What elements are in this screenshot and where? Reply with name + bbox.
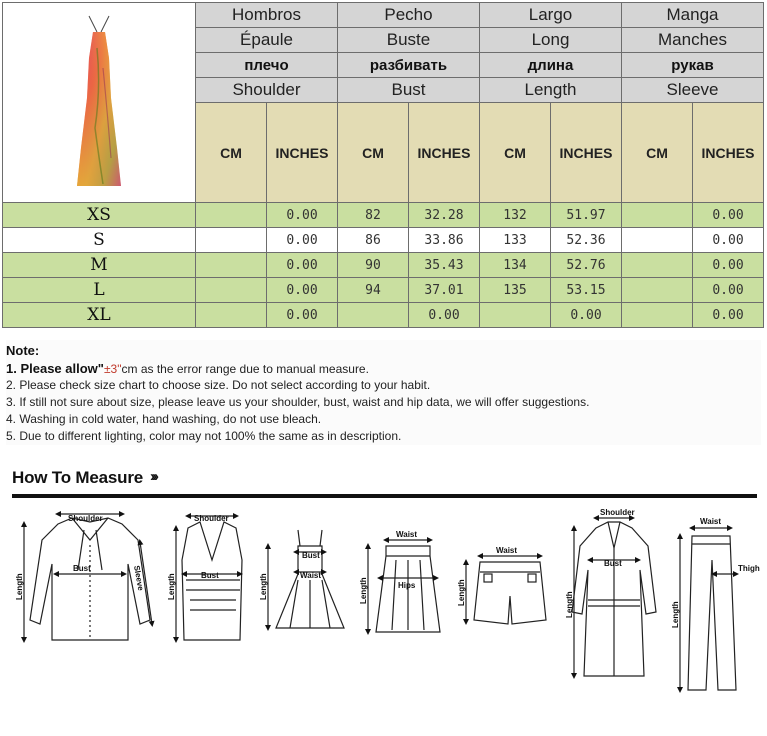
unit-cell: INCHES bbox=[551, 103, 622, 203]
unit-cell: CM bbox=[622, 103, 693, 203]
label-bust-2: Bust bbox=[201, 571, 219, 580]
col-head-length-en: Length bbox=[480, 78, 622, 103]
label-length-5: Length bbox=[457, 579, 466, 606]
table-cell: 135 bbox=[480, 278, 551, 303]
table-cell bbox=[196, 303, 267, 328]
label-length-1: Length bbox=[15, 573, 24, 600]
label-waist-4: Waist bbox=[396, 530, 418, 539]
table-cell: 35.43 bbox=[409, 253, 480, 278]
size-label: L bbox=[3, 278, 196, 303]
label-bust-3: Bust bbox=[302, 551, 320, 560]
product-photo-cell bbox=[3, 3, 196, 203]
label-waist-7: Waist bbox=[700, 517, 722, 526]
col-head-length-es: Largo bbox=[480, 3, 622, 28]
table-cell: 0.00 bbox=[693, 278, 764, 303]
trench-coat-figure bbox=[572, 518, 656, 676]
label-shoulder-1: Shoulder bbox=[68, 514, 103, 523]
col-head-sleeve-ru: рукав bbox=[622, 53, 764, 78]
col-head-bust-fr: Buste bbox=[338, 28, 480, 53]
note-line-5: 5. Due to different lighting, color may not 100% the same as in description. bbox=[6, 429, 402, 443]
table-cell: 0.00 bbox=[409, 303, 480, 328]
table-cell: 132 bbox=[480, 203, 551, 228]
table-cell bbox=[338, 303, 409, 328]
col-head-bust-ru: разбивать bbox=[338, 53, 480, 78]
unit-cell: INCHES bbox=[693, 103, 764, 203]
section-divider bbox=[12, 494, 757, 498]
table-cell: 0.00 bbox=[267, 303, 338, 328]
table-cell: 133 bbox=[480, 228, 551, 253]
col-head-shoulder-es: Hombros bbox=[196, 3, 338, 28]
size-label: S bbox=[3, 228, 196, 253]
table-cell bbox=[622, 303, 693, 328]
col-head-length-fr: Long bbox=[480, 28, 622, 53]
label-length-2: Length bbox=[167, 573, 176, 600]
table-cell: 0.00 bbox=[551, 303, 622, 328]
table-row-m bbox=[3, 253, 764, 278]
table-cell: 90 bbox=[338, 253, 409, 278]
table-cell: 32.28 bbox=[409, 203, 480, 228]
label-length-7: Length bbox=[671, 601, 680, 628]
unit-cell: CM bbox=[338, 103, 409, 203]
note-line-1 bbox=[6, 360, 761, 377]
col-head-shoulder-ru: плечо bbox=[196, 53, 338, 78]
note-1-tolerance: ±3" bbox=[103, 362, 122, 376]
unit-cell: INCHES bbox=[267, 103, 338, 203]
table-cell: 33.86 bbox=[409, 228, 480, 253]
col-head-length-ru: длина bbox=[480, 53, 622, 78]
header-row-spanish bbox=[3, 3, 764, 28]
label-shoulder-6: Shoulder bbox=[600, 508, 635, 517]
dress-photo bbox=[59, 8, 139, 198]
table-row-s bbox=[3, 228, 764, 253]
table-cell bbox=[196, 253, 267, 278]
triple-arrow-icon: ››› bbox=[150, 468, 156, 485]
table-cell: 0.00 bbox=[267, 203, 338, 228]
label-bust-6: Bust bbox=[604, 559, 622, 568]
note-line-2: 2. Please check size chart to choose size. Do not select according to your habit. bbox=[6, 378, 431, 392]
shorts-figure bbox=[466, 556, 546, 624]
table-cell: 0.00 bbox=[693, 303, 764, 328]
unit-cell: CM bbox=[480, 103, 551, 203]
table-cell: 51.97 bbox=[551, 203, 622, 228]
unit-cell: CM bbox=[196, 103, 267, 203]
col-head-sleeve-es: Manga bbox=[622, 3, 764, 28]
table-cell bbox=[196, 278, 267, 303]
table-cell bbox=[622, 203, 693, 228]
size-label: XS bbox=[3, 203, 196, 228]
table-cell: 0.00 bbox=[693, 253, 764, 278]
label-thigh-7: Thigh bbox=[738, 564, 760, 573]
notes-title: Note: bbox=[6, 343, 40, 358]
table-cell bbox=[622, 228, 693, 253]
table-row-xl bbox=[3, 303, 764, 328]
table-cell: 0.00 bbox=[267, 253, 338, 278]
measurement-figures bbox=[0, 500, 767, 732]
col-head-shoulder-fr: Épaule bbox=[196, 28, 338, 53]
label-shoulder-2: Shoulder bbox=[194, 514, 229, 523]
label-length-4: Length bbox=[359, 577, 368, 604]
table-cell: 37.01 bbox=[409, 278, 480, 303]
size-chart-table bbox=[2, 2, 764, 328]
table-cell: 0.00 bbox=[267, 278, 338, 303]
how-to-measure-title: How To Measure bbox=[12, 468, 144, 487]
table-cell: 0.00 bbox=[693, 228, 764, 253]
table-cell: 53.15 bbox=[551, 278, 622, 303]
col-head-sleeve-fr: Manches bbox=[622, 28, 764, 53]
table-cell bbox=[622, 278, 693, 303]
table-cell bbox=[622, 253, 693, 278]
col-head-bust-en: Bust bbox=[338, 78, 480, 103]
label-waist-5: Waist bbox=[496, 546, 518, 555]
label-bust-1: Bust bbox=[73, 564, 91, 573]
blouse-figure bbox=[24, 514, 152, 640]
col-head-bust-es: Pecho bbox=[338, 3, 480, 28]
table-row-xs bbox=[3, 203, 764, 228]
table-cell: 0.00 bbox=[267, 228, 338, 253]
note-1-rest: cm as the error range due to manual measure. bbox=[121, 362, 369, 376]
size-label: M bbox=[3, 253, 196, 278]
label-hips-4: Hips bbox=[398, 581, 416, 590]
table-cell: 52.76 bbox=[551, 253, 622, 278]
table-cell: 94 bbox=[338, 278, 409, 303]
col-head-sleeve-en: Sleeve bbox=[622, 78, 764, 103]
trousers-figure bbox=[680, 528, 736, 690]
unit-cell: INCHES bbox=[409, 103, 480, 203]
table-cell bbox=[196, 203, 267, 228]
table-cell: 0.00 bbox=[693, 203, 764, 228]
label-length-6: Length bbox=[565, 591, 574, 618]
note-line-4: 4. Washing in cold water, hand washing, do not use bleach. bbox=[6, 412, 322, 426]
label-sleeve-1: Sleeve bbox=[132, 564, 146, 592]
table-row-l bbox=[3, 278, 764, 303]
table-cell: 82 bbox=[338, 203, 409, 228]
notes-section bbox=[6, 340, 761, 445]
table-cell: 134 bbox=[480, 253, 551, 278]
table-cell bbox=[196, 228, 267, 253]
table-cell: 86 bbox=[338, 228, 409, 253]
label-waist-3: Waist bbox=[300, 571, 322, 580]
note-line-3: 3. If still not sure about size, please leave us your shoulder, bust, waist and hip data, we will offer suggestions. bbox=[6, 395, 590, 409]
note-1-bold: 1. Please allow" bbox=[6, 361, 104, 376]
col-head-shoulder-en: Shoulder bbox=[196, 78, 338, 103]
table-cell bbox=[480, 303, 551, 328]
size-label: XL bbox=[3, 303, 196, 328]
label-length-3: Length bbox=[259, 573, 268, 600]
table-cell: 52.36 bbox=[551, 228, 622, 253]
